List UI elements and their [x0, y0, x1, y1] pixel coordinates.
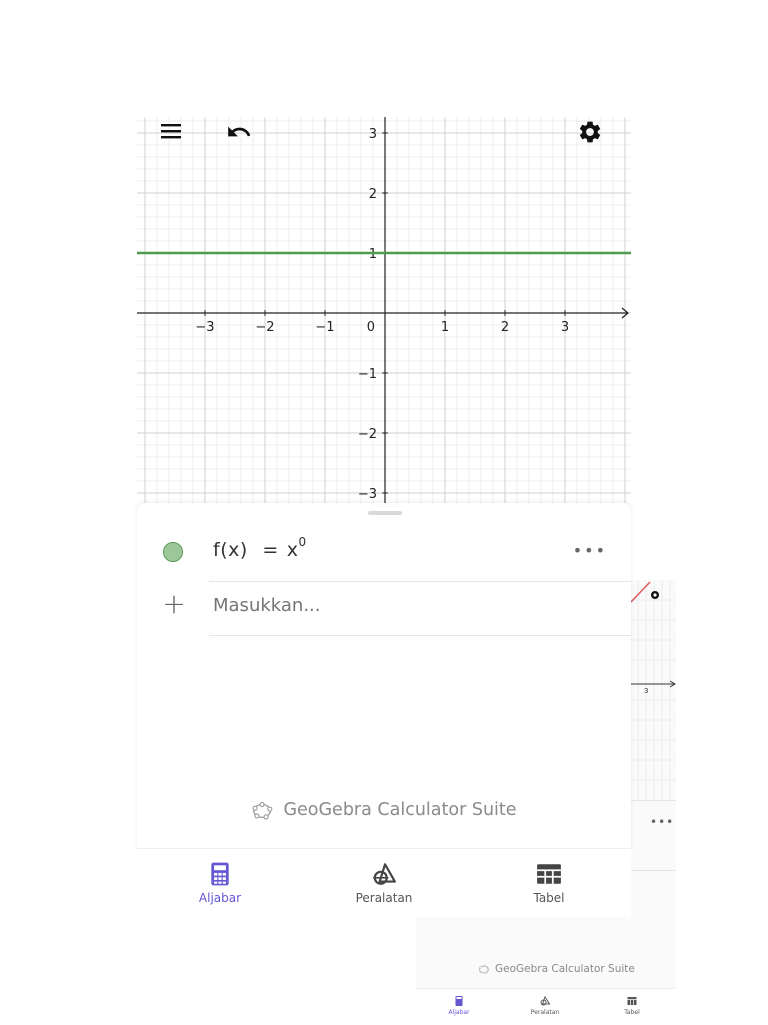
background-brand-text: GeoGebra Calculator Suite — [495, 963, 635, 975]
input-bar[interactable] — [213, 591, 593, 619]
background-brand — [478, 960, 678, 978]
background-tabbar — [416, 988, 676, 1025]
background-graph — [630, 580, 676, 800]
coordinate-plane[interactable] — [137, 117, 631, 503]
y-tick-label: −1 — [357, 367, 377, 382]
tab-label: Peralatan — [355, 891, 413, 905]
function-name: f(x) — [213, 539, 248, 561]
undo-button[interactable] — [226, 119, 258, 151]
x-tick-label: 2 — [500, 320, 510, 335]
background-tab-tabel: Tabel — [602, 995, 662, 1016]
y-tick-label: 1 — [368, 247, 377, 262]
geogebra-logo-icon — [251, 799, 273, 821]
table-icon — [626, 995, 638, 1007]
y-tick-label: −2 — [357, 427, 377, 442]
tab-label: Aljabar — [198, 891, 242, 905]
x-tick-label: 1 — [440, 320, 450, 335]
x-tick-label: −1 — [315, 320, 335, 335]
origin-label: 0 — [366, 320, 375, 335]
input-row[interactable] — [137, 581, 631, 635]
y-tick-label: 2 — [368, 187, 377, 202]
background-tab-aljabar: Aljabar — [429, 995, 489, 1016]
function-base: x — [286, 539, 299, 561]
x-tick-label: 3 — [560, 320, 570, 335]
x-tick-label: −2 — [255, 320, 275, 335]
settings-icon — [577, 119, 603, 145]
menu-icon — [159, 119, 183, 143]
function-expression[interactable] — [213, 535, 307, 561]
tab-aljabar[interactable] — [165, 861, 275, 905]
algebra-item[interactable] — [137, 525, 631, 581]
y-tick-label: 3 — [368, 127, 377, 142]
tab-peralatan[interactable] — [329, 861, 439, 905]
menu-button[interactable] — [159, 119, 191, 151]
add-icon[interactable]: + — [162, 587, 186, 620]
tools-icon — [539, 995, 551, 1007]
equals-sign: = — [262, 539, 279, 561]
background-more-icon: ••• — [650, 815, 675, 829]
geogebra-logo-icon — [478, 963, 490, 975]
calculator-icon — [207, 861, 233, 887]
more-options-icon[interactable]: ••• — [572, 541, 607, 560]
divider — [209, 635, 631, 636]
brand-footer — [137, 799, 631, 821]
tab-label: Tabel — [533, 891, 565, 905]
algebra-view — [137, 503, 631, 848]
table-icon — [536, 861, 562, 887]
undo-icon — [226, 119, 252, 145]
tab-tabel[interactable] — [494, 861, 604, 905]
brand-text: GeoGebra Calculator Suite — [283, 800, 517, 820]
y-tick-label: −3 — [357, 487, 377, 502]
x-tick-label: −3 — [195, 320, 215, 335]
background-tick-label: 3 — [644, 687, 649, 695]
drag-handle[interactable] — [368, 511, 402, 515]
function-exponent: 0 — [298, 535, 307, 549]
tools-icon — [371, 861, 397, 887]
visibility-toggle[interactable] — [163, 542, 183, 562]
bottom-tabbar — [137, 848, 631, 917]
settings-button[interactable] — [577, 119, 609, 151]
calculator-icon — [453, 995, 465, 1007]
graphics-view[interactable] — [137, 117, 631, 503]
background-tab-peralatan: Peralatan — [515, 995, 575, 1016]
